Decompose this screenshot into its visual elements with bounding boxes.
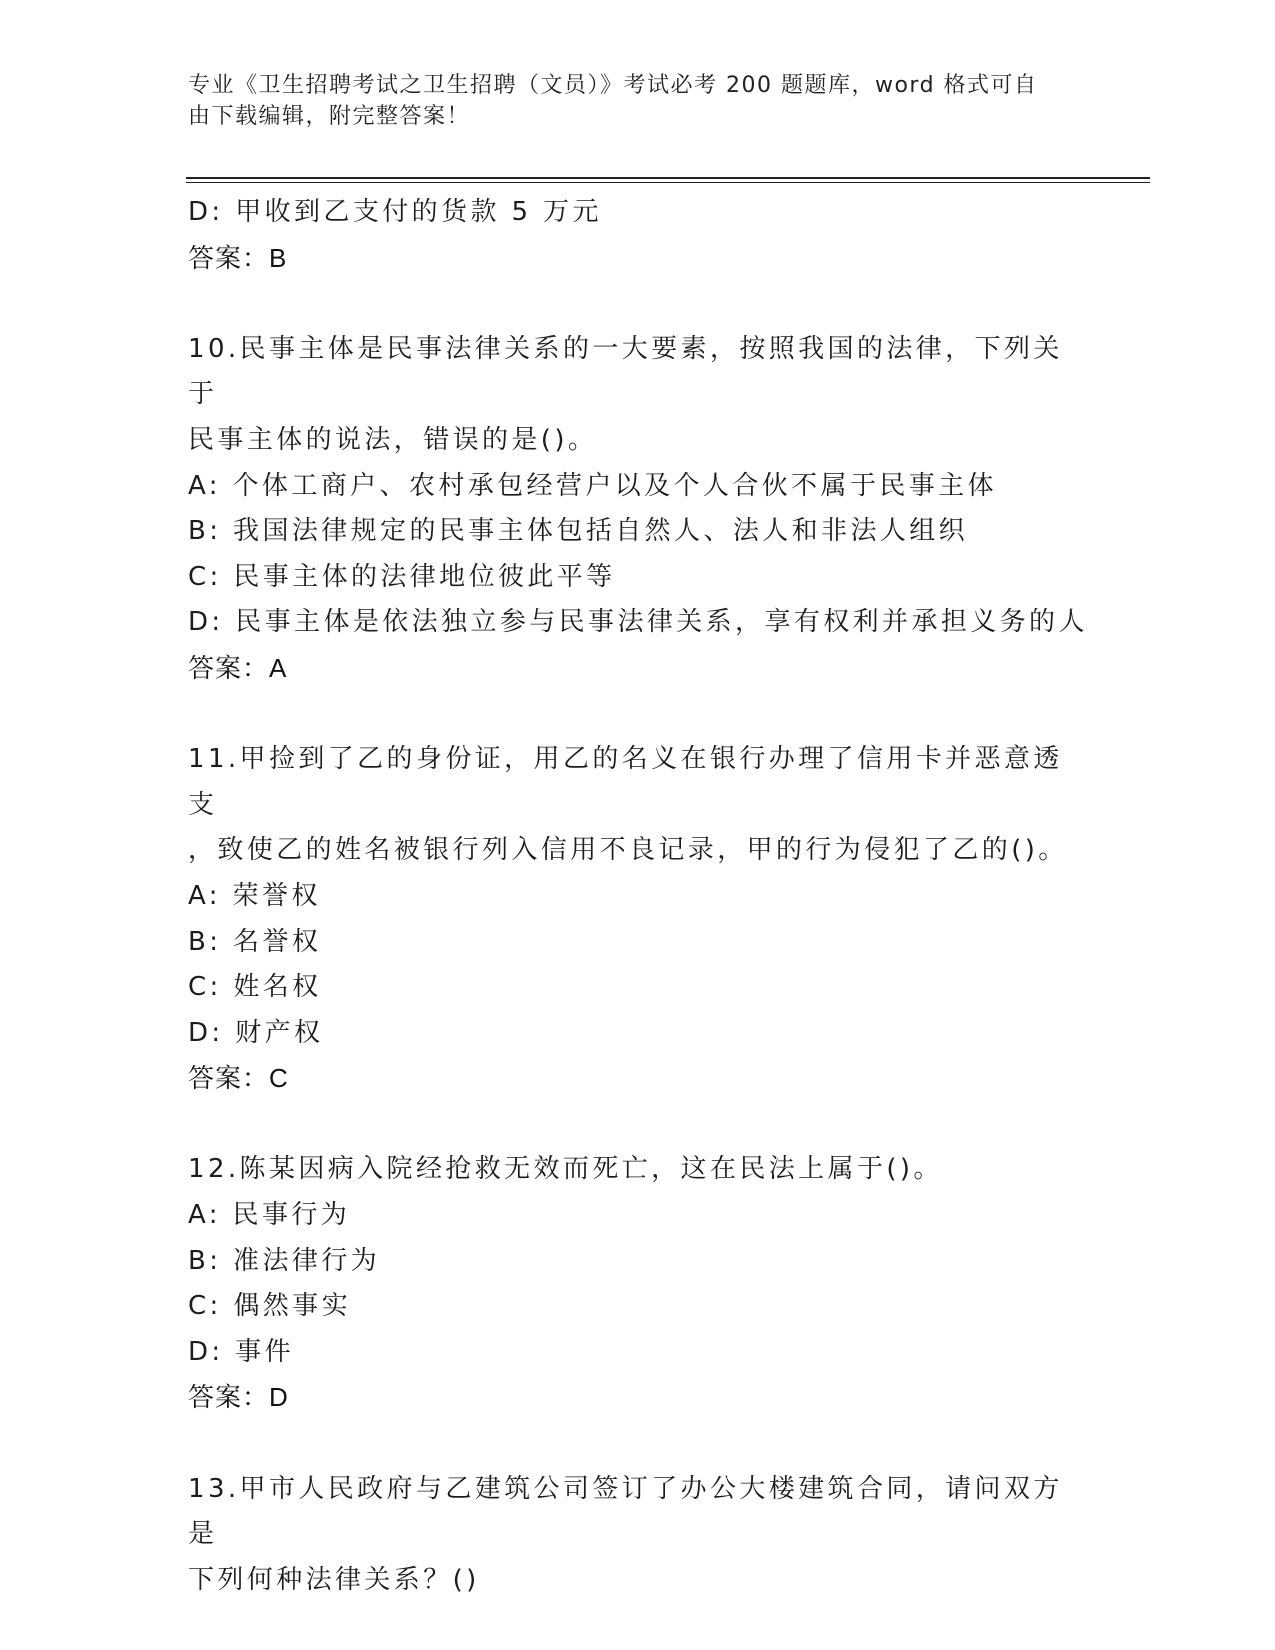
option-d: D: 财产权 [188, 1017, 324, 1048]
option-d: D: 民事主体是依法独立参与民事法律关系，享有权利并承担义务的人 [188, 607, 1088, 638]
answer: 答案：C [188, 1063, 289, 1094]
question-title-line-2: ，致使乙的姓名被银行列入信用不良记录，甲的行为侵犯了乙的()。 [188, 835, 1068, 866]
spacer [188, 1421, 1088, 1467]
question-title-line-2: 民事主体的说法，错误的是()。 [188, 424, 598, 455]
question-title-line-2: 下列何种法律关系？() [188, 1564, 480, 1595]
document-header [188, 70, 1068, 132]
question-11 [188, 737, 1088, 1102]
option-c: C: 姓名权 [188, 972, 322, 1003]
answer: 答案：D [188, 1382, 289, 1413]
option-a: A: 个体工商户、农村承包经营户以及个人合伙不属于民事主体 [188, 470, 997, 501]
option-c: C: 偶然事实 [188, 1291, 351, 1322]
question-12 [188, 1147, 1088, 1421]
header-line-1: 专业《卫生招聘考试之卫生招聘（文员）》考试必考 200 题题库，word 格式可自 [188, 73, 1038, 98]
header-rule-thick [186, 177, 1150, 179]
header-line-2: 由下载编辑，附完整答案！ [188, 104, 471, 129]
header-rule-thin [186, 182, 1150, 183]
option-b: B: 我国法律规定的民事主体包括自然人、法人和非法人组织 [188, 516, 969, 547]
answer: 答案：A [188, 652, 288, 683]
question-title-line-1: 12.陈某因病入院经抢救无效而死亡，这在民法上属于()。 [188, 1154, 943, 1185]
option-a: A: 荣誉权 [188, 880, 321, 911]
question-9-continuation [188, 190, 1088, 281]
question-13 [188, 1467, 1088, 1604]
option-d: D: 事件 [188, 1336, 295, 1367]
option-a: A: 民事行为 [188, 1200, 351, 1231]
option-b: B: 名誉权 [188, 926, 322, 957]
question-title-line-1: 11.甲捡到了乙的身份证，用乙的名义在银行办理了信用卡并恶意透支 [188, 744, 1063, 820]
spacer [188, 281, 1088, 327]
option-c: C: 民事主体的法律地位彼此平等 [188, 561, 616, 592]
question-10 [188, 327, 1088, 692]
option-d: D: 甲收到乙支付的货款 5 万元 [188, 197, 602, 227]
spacer [188, 1102, 1088, 1148]
question-title-line-1: 13.甲市人民政府与乙建筑公司签订了办公大楼建筑合同，请问双方是 [188, 1473, 1063, 1550]
answer: 答案：B [188, 242, 288, 273]
question-title-line-1: 10.民事主体是民事法律关系的一大要素，按照我国的法律，下列关于 [188, 333, 1063, 410]
document-body [188, 190, 1088, 1603]
spacer [188, 692, 1088, 738]
option-b: B: 准法律行为 [188, 1245, 381, 1276]
